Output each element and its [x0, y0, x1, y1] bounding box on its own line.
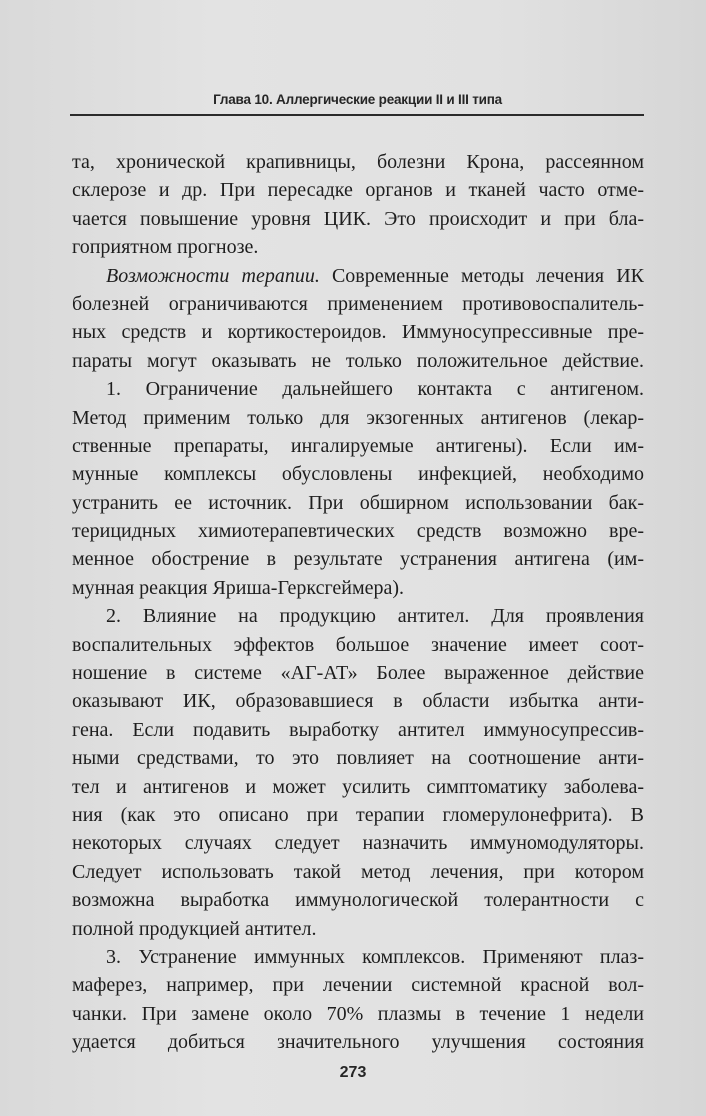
text-line: склерозе и др. При пересадке органов и тканей часто отме-	[72, 179, 644, 202]
text-line: ных средств и кортикостероидов. Иммуносупрессивные пре-	[72, 321, 644, 344]
text-line: ния (как это описано при терапии гломерулонефрита). В	[72, 803, 644, 826]
text-line: ственные препараты, ингалируемые антигены). Если им-	[72, 434, 644, 457]
text-line: терицидных химиотерапевтических средств возможно вре-	[72, 520, 644, 543]
text-line: параты могут оказывать не только положительное действие.	[72, 349, 644, 372]
text-line: Метод применим только для экзогенных антигенов (лекар-	[72, 406, 644, 429]
text-line: полной продукцией антител.	[72, 917, 317, 940]
text-line: болезней ограничиваются применением противовоспалитель-	[72, 292, 644, 315]
text-fragment: Современные методы лечения ИК	[319, 264, 644, 287]
text-line: 2. Влияние на продукцию антител. Для проявления	[106, 605, 644, 628]
text-line: мунные комплексы обусловлены инфекцией, необходимо	[72, 463, 644, 486]
text-line: Следует использовать такой метод лечения, при котором	[72, 860, 644, 883]
text-line: гоприятном прогнозе.	[72, 236, 259, 259]
text-line: оказывают ИК, образовавшиеся в области избытка анти-	[72, 690, 644, 713]
text-line	[72, 262, 644, 290]
text-line: тел и антигенов и может усилить симптоматику заболева-	[72, 775, 644, 798]
body-text	[72, 148, 644, 1057]
text-line: воспалительных эффектов большое значение имеет соот-	[72, 633, 644, 656]
page-number: 273	[339, 1064, 367, 1081]
chapter-title: Глава 10. Аллергические реакции II и III типа	[213, 92, 502, 107]
text-line: чанки. При замене около 70% плазмы в течение 1 недели	[72, 1002, 644, 1025]
text-line: маферез, например, при лечении системной красной вол-	[72, 974, 644, 997]
text-line: ными средствами, то это повлияет на соотношение анти-	[72, 747, 644, 770]
therapy-heading: Возможности терапии.	[106, 264, 320, 287]
text-line: устранить ее источник. При обширном использовании бак-	[72, 491, 644, 514]
running-head	[70, 92, 644, 116]
text-line: менное обострение в результате устранения антигена (им-	[72, 548, 644, 571]
text-line: мунная реакция Яриша-Герксгеймера).	[72, 576, 405, 599]
text-line: возможна выработка иммунологической толерантности с	[72, 889, 644, 912]
text-line: 3. Устранение иммунных комплексов. Применяют плаз-	[106, 945, 644, 968]
text-line: 1. Ограничение дальнейшего контакта с антигеном.	[106, 378, 644, 401]
text-line: некоторых случаях следует назначить иммуномодуляторы.	[72, 832, 644, 855]
text-line: та, хронической крапивницы, болезни Крона, рассеянном	[72, 151, 644, 173]
text-line: удается добиться значительного улучшения состояния	[72, 1031, 644, 1054]
text-line: чается повышение уровня ЦИК. Это происходит и при бла-	[72, 207, 644, 230]
text-line: гена. Если подавить выработку антител иммуносупрессив-	[72, 718, 644, 741]
text-line: ношение в системе «АГ-АТ» Более выраженное действие	[72, 662, 644, 685]
